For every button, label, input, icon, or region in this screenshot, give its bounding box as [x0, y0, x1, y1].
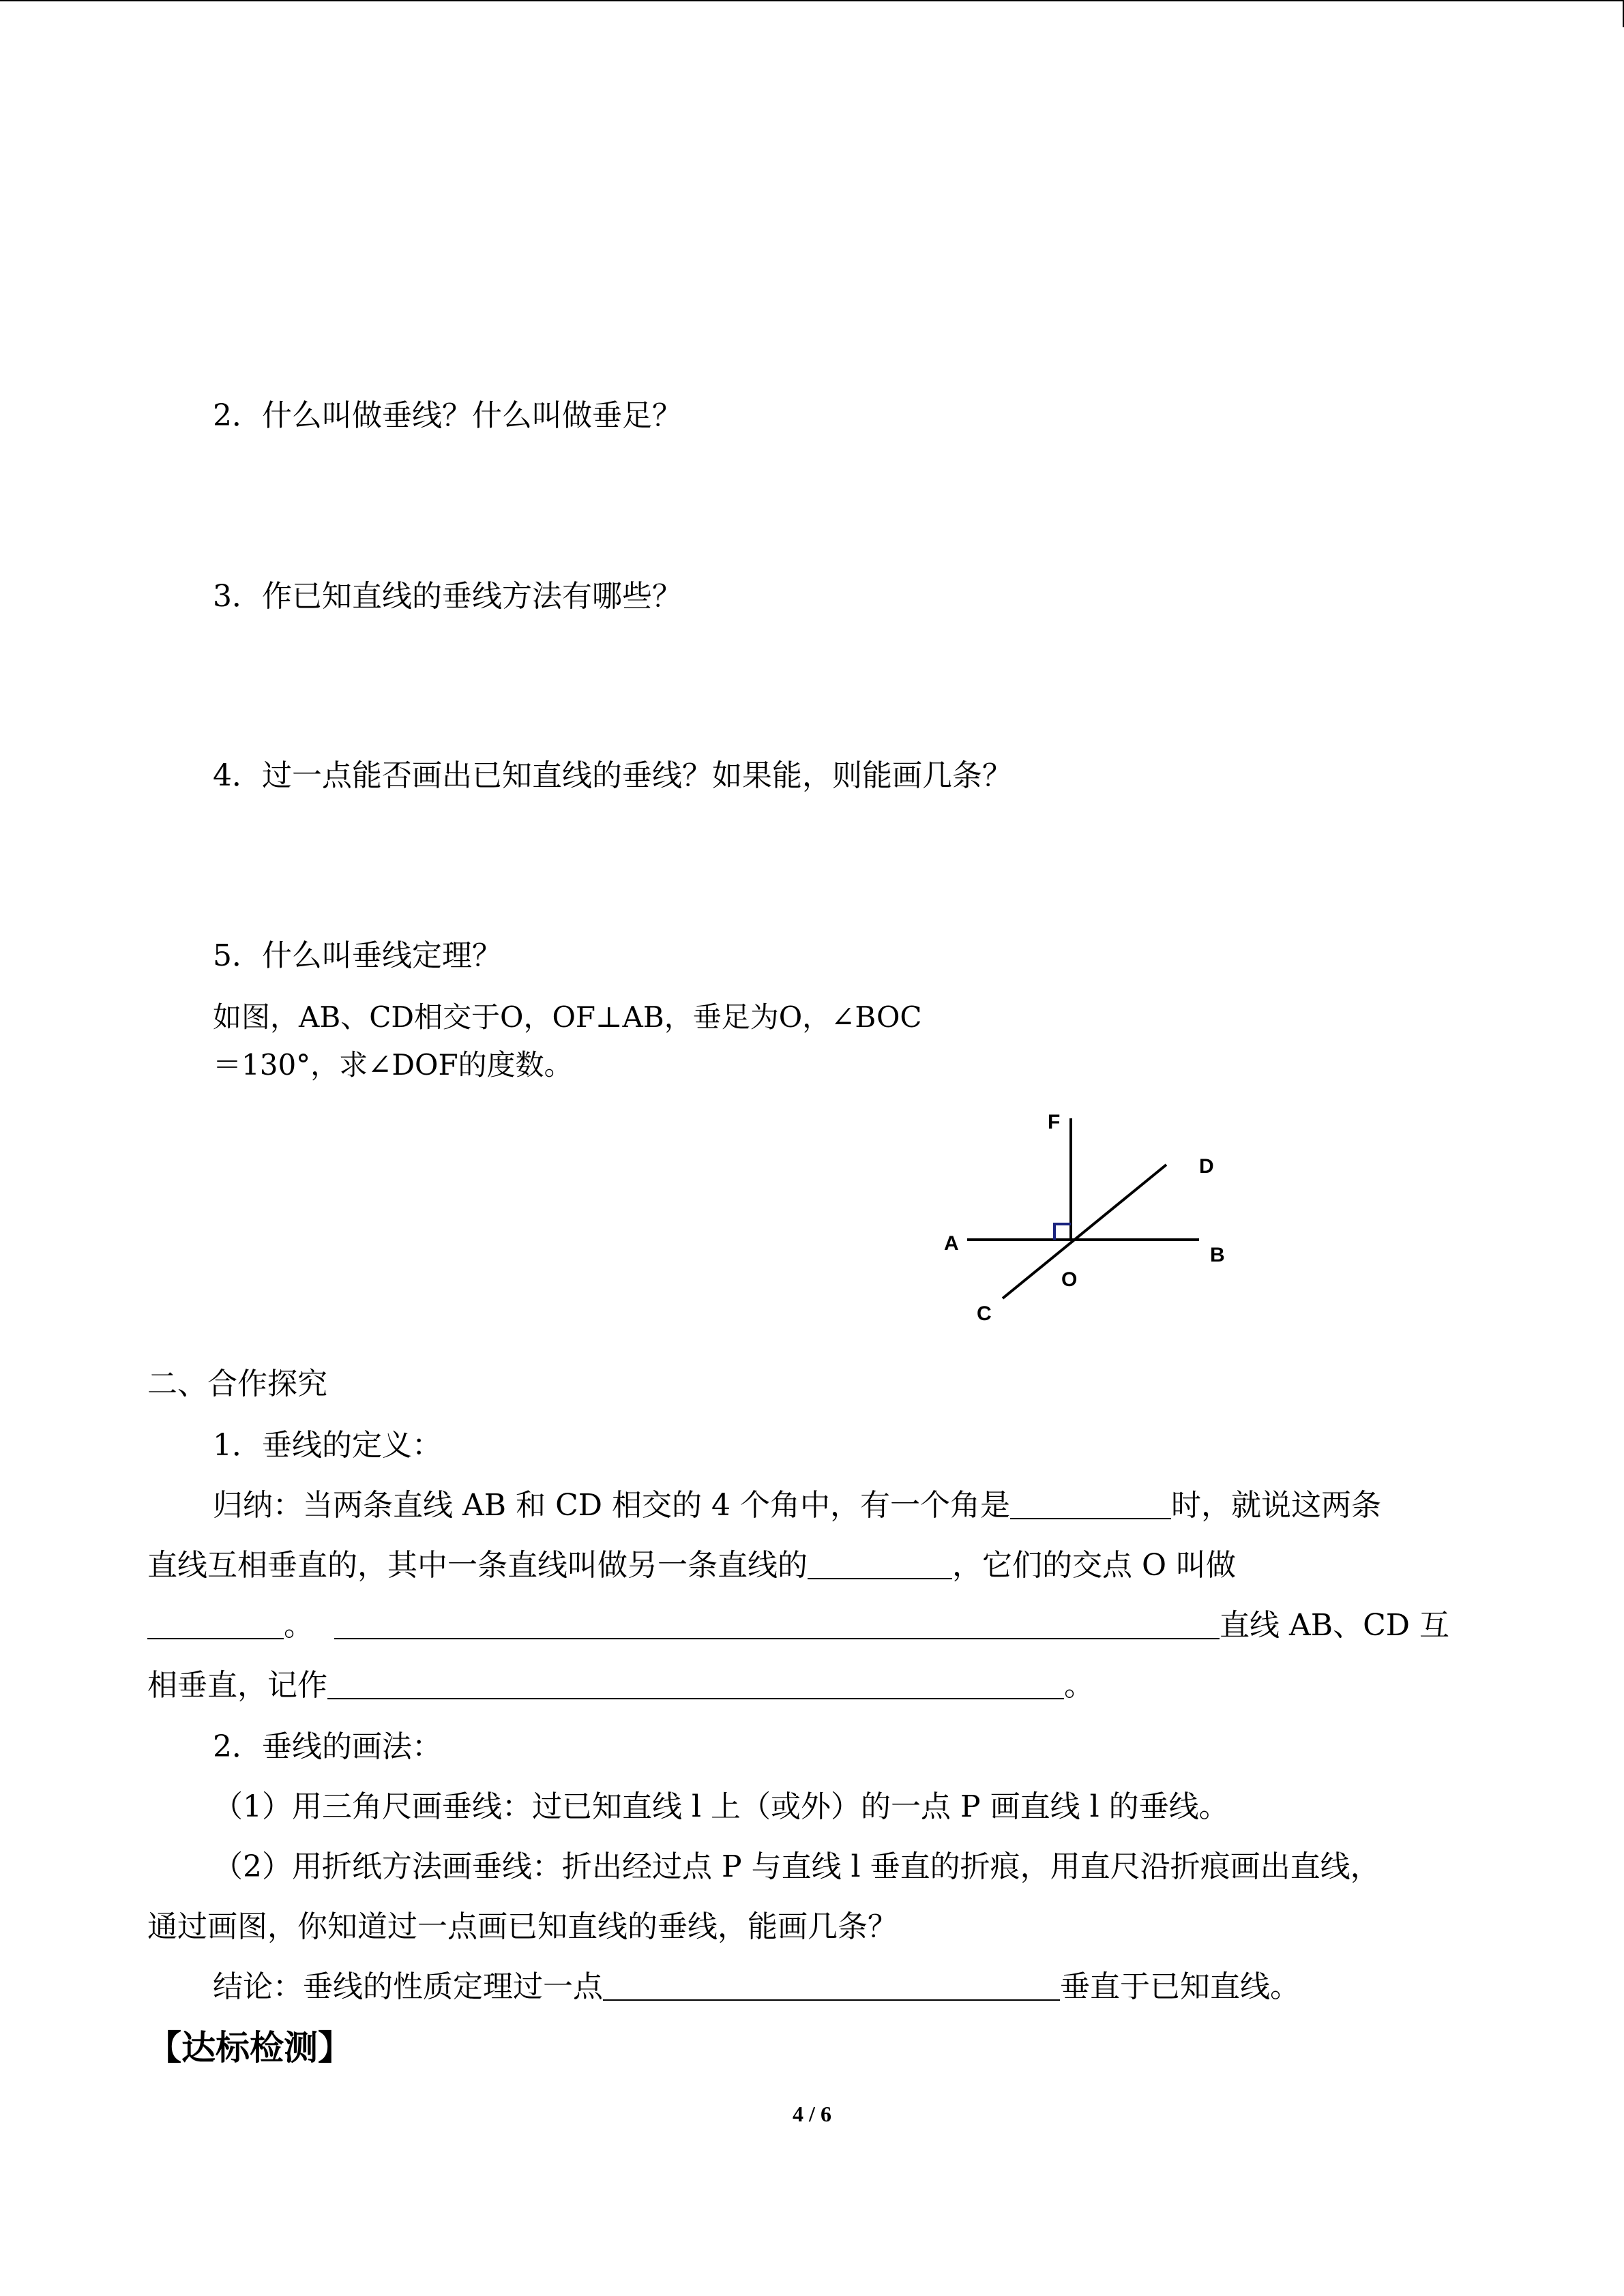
- conclusion-text-2: 垂直于已知直线。: [1060, 1969, 1300, 2004]
- conclusion-text-1: 结论：垂线的性质定理过一点: [213, 1969, 603, 2004]
- example-line-1: 如图，AB、CD相交于O，OF⊥AB，垂足为O，∠BOC: [213, 1000, 922, 1034]
- label-b: B: [1210, 1244, 1225, 1266]
- summary-text-8: 。: [1064, 1668, 1094, 1703]
- question-5: 5．什么叫垂线定理？: [213, 938, 502, 973]
- blank-condition: [334, 1608, 1220, 1639]
- blank-conclusion: [603, 1969, 1060, 2001]
- method-2-continued: 通过画图，你知道过一点画已知直线的垂线，能画几条？: [147, 1909, 898, 1944]
- example-line-2: ＝130°，求∠DOF的度数。: [213, 1048, 573, 1082]
- question-2: 2．什么叫做垂线？什么叫做垂足？: [213, 398, 682, 433]
- summary-text-5: 。: [284, 1608, 314, 1643]
- blank-foot: [147, 1608, 284, 1639]
- section-2-title: 二、合作探究: [147, 1367, 327, 1401]
- drawing-heading: 2．垂线的画法：: [213, 1729, 442, 1764]
- blank-notation: [327, 1668, 1064, 1699]
- label-d: D: [1199, 1155, 1214, 1178]
- page-top-border: [0, 0, 1624, 1]
- blank-angle: [1010, 1488, 1171, 1519]
- summary-text-6: 直线 AB、CD 互: [1220, 1608, 1450, 1643]
- section-3-heading: 【达标检测】: [147, 2027, 352, 2068]
- question-4: 4．过一点能否画出已知直线的垂线？如果能，则能画几条？: [213, 758, 1012, 793]
- label-c: C: [977, 1302, 992, 1325]
- summary-text-2: 时，就说这两条: [1170, 1488, 1381, 1523]
- perpendicular-lines-figure: [928, 1105, 1255, 1337]
- definition-heading: 1．垂线的定义：: [213, 1428, 442, 1463]
- question-3: 3．作已知直线的垂线方法有哪些？: [213, 579, 682, 614]
- blank-perpendicular: [808, 1548, 952, 1579]
- summary-text-1: 归纳：当两条直线 AB 和 CD 相交的 4 个角中，有一个角是: [213, 1488, 1010, 1523]
- label-f: F: [1048, 1111, 1061, 1133]
- summary-text-7: 相垂直，记作: [147, 1668, 327, 1703]
- summary-line-2: [147, 1545, 1236, 1586]
- conclusion-line: [213, 1967, 1300, 2008]
- summary-text-4: ，它们的交点 O 叫做: [952, 1548, 1237, 1583]
- label-o: O: [1061, 1268, 1078, 1291]
- page-number: 4 / 6: [793, 2102, 831, 2126]
- right-angle-mark: [1054, 1224, 1071, 1240]
- method-2: （2）用折纸方法画垂线：折出经过点 P 与直线 l 垂直的折痕，用直尺沿折痕画出直线，: [213, 1849, 1381, 1884]
- summary-line-4: [147, 1665, 1094, 1706]
- summary-line-3: [147, 1605, 1449, 1646]
- line-cd: [1003, 1165, 1166, 1298]
- summary-line-1: [213, 1485, 1381, 1526]
- summary-text-3: 直线互相垂直的，其中一条直线叫做另一条直线的: [147, 1548, 808, 1583]
- method-1: （1）用三角尺画垂线：过已知直线 l 上（或外）的一点 P 画直线 l 的垂线。: [213, 1789, 1229, 1824]
- label-a: A: [944, 1232, 959, 1255]
